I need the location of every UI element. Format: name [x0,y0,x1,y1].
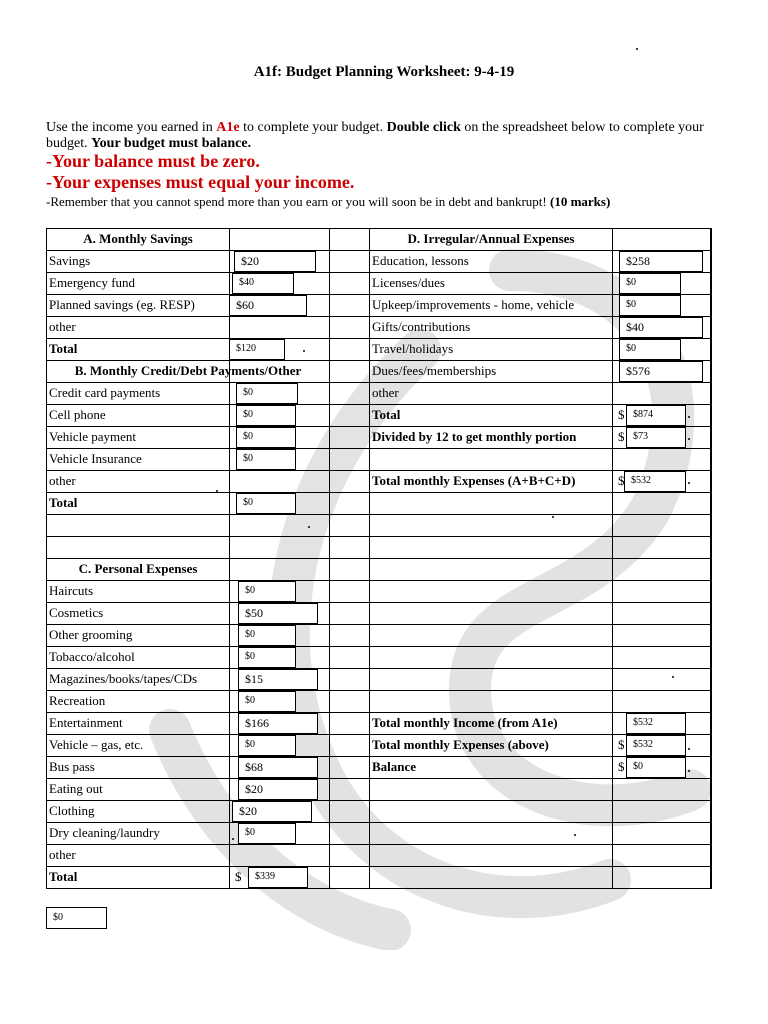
section-b-value-box[interactable]: $0 [236,427,296,448]
section-b-row-label: Credit card payments [49,385,161,400]
section-c-value-box[interactable]: $20 [238,779,318,800]
section-d-row-label: Divided by 12 to get monthly portion [372,429,577,444]
section-c-row-label: Bus pass [49,759,95,774]
grid-column-line [329,228,330,889]
section-c-value-box[interactable]: $0 [238,625,296,646]
total-expenses-above-label: Total monthly Expenses (above) [372,737,549,752]
section-b-row-label: Total [49,495,78,510]
section-d-row-label: Education, lessons [372,253,469,268]
section-c-row-label: other [49,847,76,862]
page-title: A1f: Budget Planning Worksheet: 9-4-19 [253,64,515,80]
stray-mark [232,838,234,840]
grid-border-line [711,228,712,889]
section-c-row-label: Other grooming [49,627,133,642]
total-monthly-expenses-box[interactable]: $532 [624,471,686,492]
section-b-value-box[interactable]: $0 [236,383,298,404]
section-c-row-label: Tobacco/alcohol [49,649,135,664]
intro-line-1: Use the income you earned in A1e to complete your budget. Double click on the spreadsheet below to complete your [46,120,704,135]
grid-column-line [369,228,370,889]
stray-mark [216,490,218,492]
section-c-row-label: Dry cleaning/laundry [49,825,160,840]
stray-mark [688,482,690,484]
stray-mark [688,770,690,772]
section-d-header: D. Irregular/Annual Expenses [407,231,575,246]
section-c-value-box[interactable]: $0 [238,823,296,844]
dollar-sign: $ [618,759,625,774]
section-b-row-label: other [49,473,76,488]
stray-mark [552,516,554,518]
section-c-value-box[interactable]: $0 [238,735,296,756]
stray-mark [688,416,690,418]
grid-column-line [612,228,613,889]
section-c-row-label: Entertainment [49,715,123,730]
section-a-value-box[interactable]: $40 [232,273,294,294]
section-a-value-box[interactable]: $120 [229,339,285,360]
section-d-row-label: Upkeep/improvements - home, vehicle [372,297,575,312]
section-c-value-box[interactable]: $50 [238,603,318,624]
section-b-row-label: Vehicle Insurance [49,451,142,466]
stray-mark [688,438,690,440]
footer-value-box[interactable]: $0 [46,907,107,929]
section-b-row-label: Vehicle payment [49,429,136,444]
section-c-row-label: Clothing [49,803,95,818]
section-c-row-label: Vehicle – gas, etc. [49,737,144,752]
section-d-value-box[interactable]: $40 [619,317,703,338]
total-monthly-income-box[interactable]: $532 [626,713,686,734]
dollar-sign: $ [618,429,625,444]
section-a-value-box[interactable]: $20 [234,251,316,272]
section-d-row-label: Licenses/dues [372,275,445,290]
section-d-value-box[interactable]: $0 [619,273,681,294]
section-c-value-box[interactable]: $166 [238,713,318,734]
stray-mark [303,350,305,352]
section-c-value-box[interactable]: $15 [238,669,318,690]
dollar-sign: $ [235,869,242,884]
section-c-total-box[interactable]: $339 [248,867,308,888]
stray-mark [636,48,638,50]
section-c-header: C. Personal Expenses [78,561,198,576]
intro-line-2: budget. Your budget must balance. [46,136,252,151]
dollar-sign: $ [618,407,625,422]
section-c-value-box[interactable]: $20 [232,801,312,822]
stray-mark [672,676,674,678]
section-a-row-label: Savings [49,253,91,268]
section-d-row-label: Total [372,407,401,422]
section-d-value-box[interactable]: $0 [619,339,681,360]
total-monthly-expenses-label: Total monthly Expenses (A+B+C+D) [372,473,576,488]
section-d-row-label: Dues/fees/memberships [372,363,497,378]
section-c-row-label: Eating out [49,781,103,796]
intro-line-5: -Remember that you cannot spend more than you earn or you will soon be in debt and bankrupt! (10 marks) [46,194,611,209]
total-monthly-income-label: Total monthly Income (from A1e) [372,715,558,730]
section-b-value-box[interactable]: $0 [236,405,296,426]
section-d-row-label: Travel/holidays [372,341,454,356]
section-c-value-box[interactable]: $0 [238,691,296,712]
section-c-row-label: Cosmetics [49,605,104,620]
section-b-row-label: Cell phone [49,407,106,422]
section-d-value-box[interactable]: $258 [619,251,703,272]
section-a-header: A. Monthly Savings [83,231,193,246]
section-a-row-label: Total [49,341,78,356]
section-c-row-label: Haircuts [49,583,94,598]
section-c-value-box[interactable]: $68 [238,757,318,778]
section-c-row-label: Total [49,869,78,884]
section-d-value-box[interactable]: $0 [619,295,681,316]
section-d-total-box[interactable]: $73 [626,427,686,448]
grid-column-line [229,228,230,889]
section-a-value-box[interactable]: $60 [229,295,307,316]
income-reference: A1e [216,120,240,135]
balance-label: Balance [372,759,417,774]
dollar-sign: $ [618,473,625,488]
section-b-value-box[interactable]: $0 [236,493,296,514]
total-expenses-above-box[interactable]: $532 [626,735,686,756]
section-c-value-box[interactable]: $0 [238,647,296,668]
section-d-row-label: Gifts/contributions [372,319,471,334]
section-a-row-label: other [49,319,76,334]
section-d-total-box[interactable]: $874 [626,405,686,426]
section-c-value-box[interactable]: $0 [238,581,296,602]
section-a-row-label: Emergency fund [49,275,136,290]
section-d-row-label: other [372,385,399,400]
stray-mark [574,834,576,836]
balance-box[interactable]: $0 [626,757,686,778]
rule-balance-zero: -Your balance must be zero. [46,151,260,171]
stray-mark [688,748,690,750]
stray-mark [308,526,310,528]
section-d-value-box[interactable]: $576 [619,361,703,382]
section-c-row-label: Magazines/books/tapes/CDs [49,671,198,686]
section-b-header: B. Monthly Credit/Debt Payments/Other [74,363,302,378]
section-a-row-label: Planned savings (eg. RESP) [49,297,195,312]
rule-expenses-equal-income: -Your expenses must equal your income. [46,172,355,192]
dollar-sign: $ [618,737,625,752]
section-c-row-label: Recreation [49,693,106,708]
section-b-value-box[interactable]: $0 [236,449,296,470]
